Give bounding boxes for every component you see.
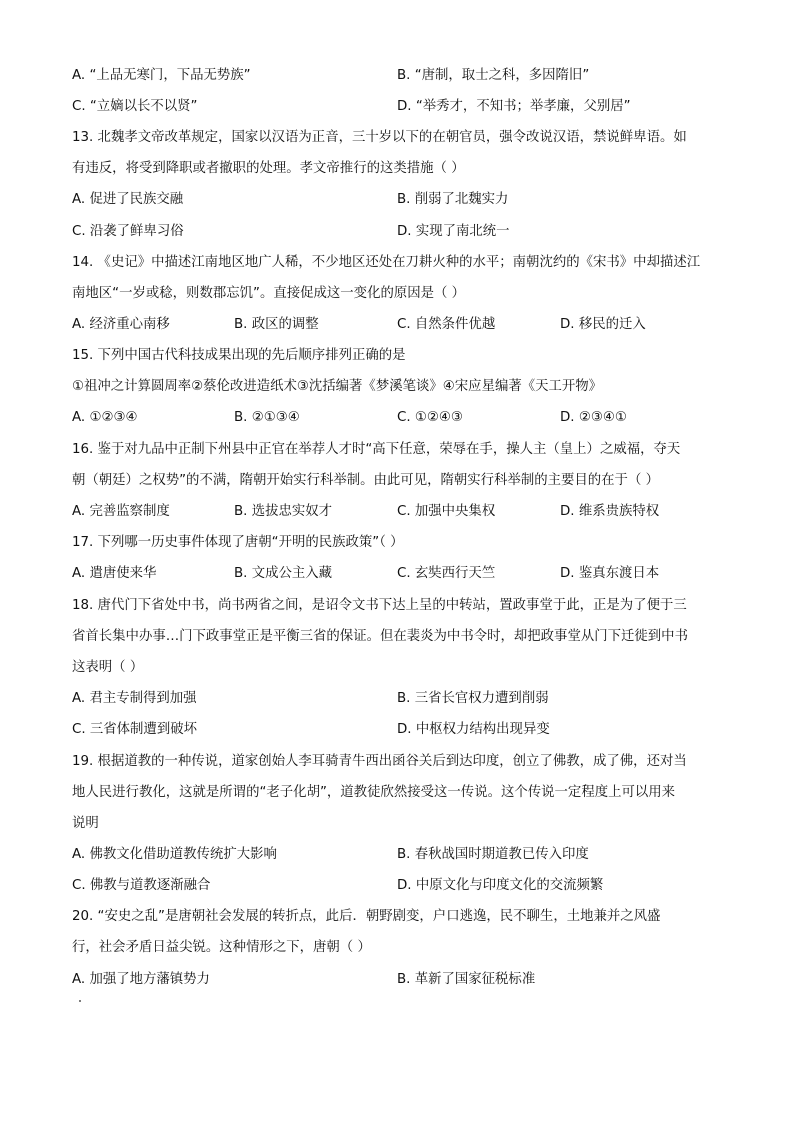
q14-stem-line-1: 14. 《史记》中描述江南地区地广人稀，不少地区还处在刀耕火种的水平；南朝沈约的《宋书》中却描述江 — [72, 255, 701, 270]
q16-option-a[interactable]: A. 完善监察制度 — [72, 504, 170, 519]
q18-option-a[interactable]: A. 君主专制得到加强 — [72, 691, 197, 706]
q12-option-b[interactable]: B. “唐制，取士之科，多因隋旧” — [397, 68, 590, 83]
stray-mark — [79, 1000, 81, 1002]
q15-stem-line-1: 15. 下列中国古代科技成果出现的先后顺序排列正确的是 — [72, 348, 406, 363]
q18-option-b[interactable]: B. 三省长官权力遭到削弱 — [397, 691, 549, 706]
q13-option-b[interactable]: B. 削弱了北魏实力 — [397, 192, 509, 207]
q17-option-d[interactable]: D. 鉴真东渡日本 — [560, 566, 660, 581]
q19-stem-line-3: 说明 — [72, 816, 99, 831]
q19-options-row-2 — [72, 876, 732, 896]
q17-options-row — [72, 564, 732, 584]
q13-stem-line-1: 13. 北魏孝文帝改革规定，国家以汉语为正音，三十岁以下的在朝官员，强令改说汉语，禁说鲜卑语。如 — [72, 130, 687, 145]
q16-stem-line-2: 朝（朝廷）之权势”的不满，隋朝开始实行科举制。由此可见，隋朝实行科举制的主要目的在于（ ） — [72, 473, 659, 488]
q15-stem-line-2: ①祖冲之计算圆周率②蔡伦改进造纸术③沈括编著《梦溪笔谈》④宋应星编著《天工开物》 — [72, 379, 603, 394]
q19-option-d[interactable]: D. 中原文化与印度文化的交流频繁 — [397, 878, 604, 893]
q13-option-a[interactable]: A. 促进了民族交融 — [72, 192, 184, 207]
q19-options-row-1 — [72, 845, 732, 865]
q17-option-b[interactable]: B. 文成公主入藏 — [234, 566, 333, 581]
q15-option-a[interactable]: A. ①②③④ — [72, 410, 138, 425]
q19-stem-line-1: 19. 根据道教的一种传说，道家创始人李耳骑青牛西出函谷关后到达印度，创立了佛教，成了佛，还对当 — [72, 754, 687, 769]
q19-option-a[interactable]: A. 佛教文化借助道教传统扩大影响 — [72, 847, 277, 862]
q15-option-b[interactable]: B. ②①③④ — [234, 410, 300, 425]
q20-option-a[interactable]: A. 加强了地方藩镇势力 — [72, 972, 210, 987]
q19-option-c[interactable]: C. 佛教与道教逐渐融合 — [72, 878, 211, 893]
q20-option-b[interactable]: B. 革新了国家征税标准 — [397, 972, 536, 987]
q20-stem-line-1: 20. “安史之乱”是唐朝社会发展的转折点，此后．朝野剧变，户口逃逸，民不聊生，土地兼并之风盛 — [72, 909, 661, 924]
q16-stem-line-1: 16. 鉴于对九品中正制下州县中正官在举荐人才时“高下任意，荣辱在手，操人主（皇上）之威福，夺天 — [72, 442, 681, 457]
q14-stem-line-2: 南地区“一岁或稔，则数郡忘饥”。直接促成这一变化的原因是（ ） — [72, 286, 466, 301]
q18-stem-line-1: 18. 唐代门下省处中书，尚书两省之间，是诏令文书下达上呈的中转站，置政事堂于此，正是为了便于三 — [72, 598, 687, 613]
q18-stem-line-2: 省首长集中办事…门下政事堂正是平衡三省的保证。但在裴炎为中书令时，却把政事堂从门下迁徙到中书 — [72, 629, 688, 644]
q20-stem-line-2: 行，社会矛盾日益尖锐。这种情形之下，唐朝（ ） — [72, 940, 371, 955]
q18-options-row-2 — [72, 720, 732, 740]
q12-option-a[interactable]: A. “上品无寒门，下品无势族” — [72, 68, 251, 83]
q17-stem-line-1: 17. 下列哪一历史事件体现了唐朝“开明的民族政策”（ ） — [72, 535, 404, 550]
q18-option-c[interactable]: C. 三省体制遭到破坏 — [72, 722, 197, 737]
q16-option-c[interactable]: C. 加强中央集权 — [397, 504, 496, 519]
q19-stem-line-2: 地人民进行教化，这就是所谓的“老子化胡”，道教徒欣然接受这一传说。这个传说一定程度上可以用来 — [72, 785, 676, 800]
q12-option-d[interactable]: D. “举秀才，不知书；举孝廉，父别居” — [397, 99, 631, 114]
q17-option-c[interactable]: C. 玄奘西行天竺 — [397, 566, 496, 581]
q12-options-row-1 — [72, 66, 732, 86]
q18-option-d[interactable]: D. 中枢权力结构出现异变 — [397, 722, 550, 737]
q17-option-a[interactable]: A. 遣唐使来华 — [72, 566, 157, 581]
q16-option-d[interactable]: D. 维系贵族特权 — [560, 504, 660, 519]
q14-options-row — [72, 315, 732, 335]
q16-options-row — [72, 502, 732, 522]
q20-options-row-1 — [72, 970, 732, 990]
q14-option-d[interactable]: D. 移民的迁入 — [560, 317, 646, 332]
q13-stem-line-2: 有违反，将受到降职或者撤职的处理。孝文帝推行的这类措施（ ） — [72, 161, 465, 176]
q14-option-a[interactable]: A. 经济重心南移 — [72, 317, 170, 332]
q16-option-b[interactable]: B. 选拔忠实奴才 — [234, 504, 333, 519]
q15-option-c[interactable]: C. ①②④③ — [397, 410, 463, 425]
q13-options-row-1 — [72, 190, 732, 210]
q14-option-b[interactable]: B. 政区的调整 — [234, 317, 319, 332]
q15-option-d[interactable]: D. ②③④① — [560, 410, 627, 425]
q18-stem-line-3: 这表明（ ） — [72, 660, 144, 675]
q15-options-row — [72, 408, 732, 428]
q13-option-d[interactable]: D. 实现了南北统一 — [397, 224, 510, 239]
q14-option-c[interactable]: C. 自然条件优越 — [397, 317, 496, 332]
q18-options-row-1 — [72, 689, 732, 709]
q19-option-b[interactable]: B. 春秋战国时期道教已传入印度 — [397, 847, 589, 862]
q13-options-row-2 — [72, 222, 732, 242]
q12-option-c[interactable]: C. “立嫡以长不以贤” — [72, 99, 198, 114]
q12-options-row-2 — [72, 97, 732, 117]
q13-option-c[interactable]: C. 沿袭了鲜卑习俗 — [72, 224, 184, 239]
